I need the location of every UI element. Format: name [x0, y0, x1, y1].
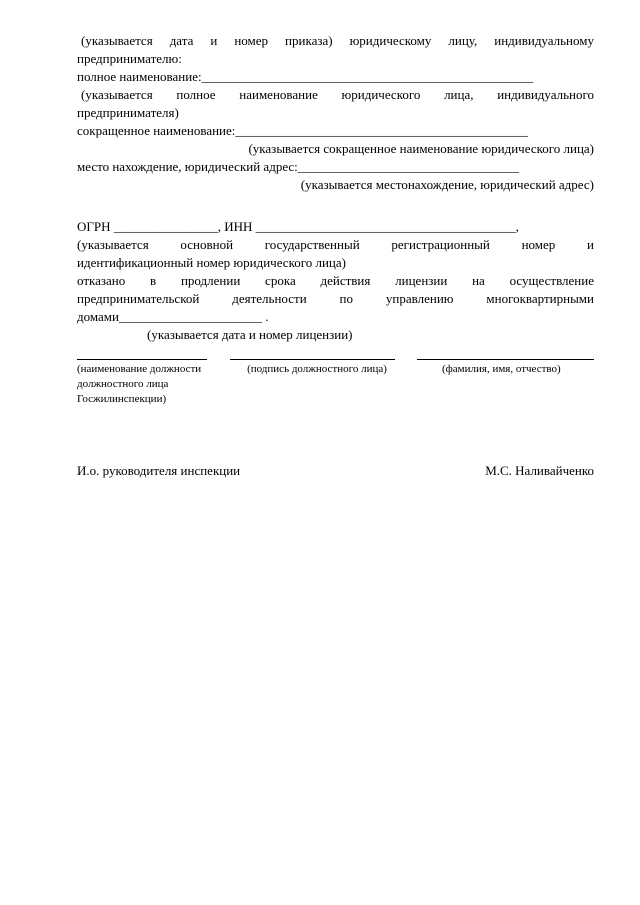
text-line: идентификационный номер юридического лица): [77, 255, 346, 270]
full-name-field: полное наименование:___________________________________________________: [77, 69, 534, 84]
text-line: предпринимателю:: [77, 51, 182, 66]
signature-line-name: [417, 358, 594, 360]
short-name-field: сокращенное наименование:_____________________________________________: [77, 123, 528, 138]
caption-position: (наименование должности должностного лица Госжилинспекции): [77, 363, 202, 405]
text-line: предпринимательской деятельности по управлению многоквартирными: [77, 291, 594, 306]
address-field: место нахождение, юридический адрес:__________________________________: [77, 159, 519, 174]
signature-captions: [77, 362, 594, 414]
text-line: предпринимателя): [77, 105, 179, 120]
signer-position: И.о. руководителя инспекции: [77, 463, 241, 478]
license-field: домами______________________ .: [77, 309, 269, 324]
signature-line-position: [77, 358, 207, 360]
caption-signature: (подпись должностного лица): [247, 363, 387, 375]
caption-fullname: (фамилия, имя, отчество): [442, 363, 561, 375]
signature-lines: [77, 344, 594, 360]
signer-name: М.С. Наливайченко: [485, 463, 594, 478]
caption-address: (указывается местонахождение, юридический адрес): [300, 177, 594, 192]
text-line: отказано в продлении срока действия лицензии на осуществление: [77, 273, 594, 288]
caption-license: (указывается дата и номер лицензии): [147, 327, 353, 342]
text-line: (указывается дата и номер приказа) юридическому лицу, индивидуальному: [81, 33, 594, 48]
signature-line-sign: [230, 358, 395, 360]
text-line: (указывается полное наименование юридического лица, индивидуального: [81, 87, 594, 102]
text-line: (указывается основной государственный регистрационный номер и: [77, 237, 594, 252]
signature-block: [77, 462, 594, 480]
caption-short-name: (указывается сокращенное наименование юридического лица): [248, 141, 594, 156]
document-body: [77, 32, 594, 480]
ogrn-inn-field: ОГРН ________________, ИНН ________________________________________,: [77, 219, 519, 234]
